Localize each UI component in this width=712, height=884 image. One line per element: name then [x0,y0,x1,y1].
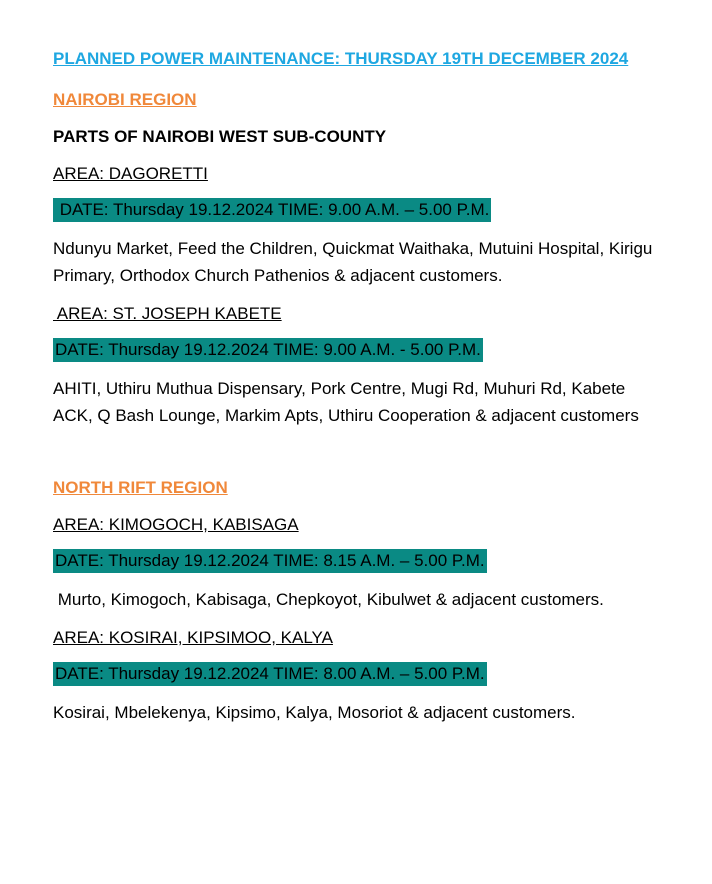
date-row [53,198,672,223]
region-heading-north-rift: NORTH RIFT REGION [53,478,228,497]
date-row [53,662,672,687]
area-heading-kimogoch-kabisaga: AREA: KIMOGOCH, KABISAGA [53,515,299,534]
section-spacer [53,442,672,476]
affected-locations: Ndunyu Market, Feed the Children, Quickmat Waithaka, Mutuini Hospital, Kirigu Primary, Orthodox Church Pathenios & adjacent customers. [53,239,653,285]
date-time-highlight: DATE: Thursday 19.12.2024 TIME: 8.15 A.M. – 5.00 P.M. [53,549,487,573]
date-time-highlight: DATE: Thursday 19.12.2024 TIME: 9.00 A.M. – 5.00 P.M. [53,198,491,222]
date-row [53,549,672,574]
affected-locations: Murto, Kimogoch, Kabisaga, Chepkoyot, Kibulwet & adjacent customers. [53,590,604,609]
region-heading-nairobi: NAIROBI REGION [53,90,197,109]
date-time-highlight: DATE: Thursday 19.12.2024 TIME: 9.00 A.M. - 5.00 P.M. [53,338,483,362]
area-heading-dagoretti: AREA: DAGORETTI [53,164,208,183]
date-time-highlight: DATE: Thursday 19.12.2024 TIME: 8.00 A.M. – 5.00 P.M. [53,662,487,686]
date-row [53,338,672,363]
area-heading-st-joseph-kabete: AREA: ST. JOSEPH KABETE [53,304,282,323]
subcounty-heading: PARTS OF NAIROBI WEST SUB-COUNTY [53,127,387,146]
area-heading-kosirai-kipsimoo-kalya: AREA: KOSIRAI, KIPSIMOO, KALYA [53,628,333,647]
affected-locations: Kosirai, Mbelekenya, Kipsimo, Kalya, Mosoriot & adjacent customers. [53,703,576,722]
affected-locations: AHITI, Uthiru Muthua Dispensary, Pork Centre, Mugi Rd, Muhuri Rd, Kabete ACK, Q Bash Lounge, Markim Apts, Uthiru Cooperation & adjacent customers [53,379,639,425]
notice-title: PLANNED POWER MAINTENANCE: THURSDAY 19TH DECEMBER 2024 [53,49,629,68]
